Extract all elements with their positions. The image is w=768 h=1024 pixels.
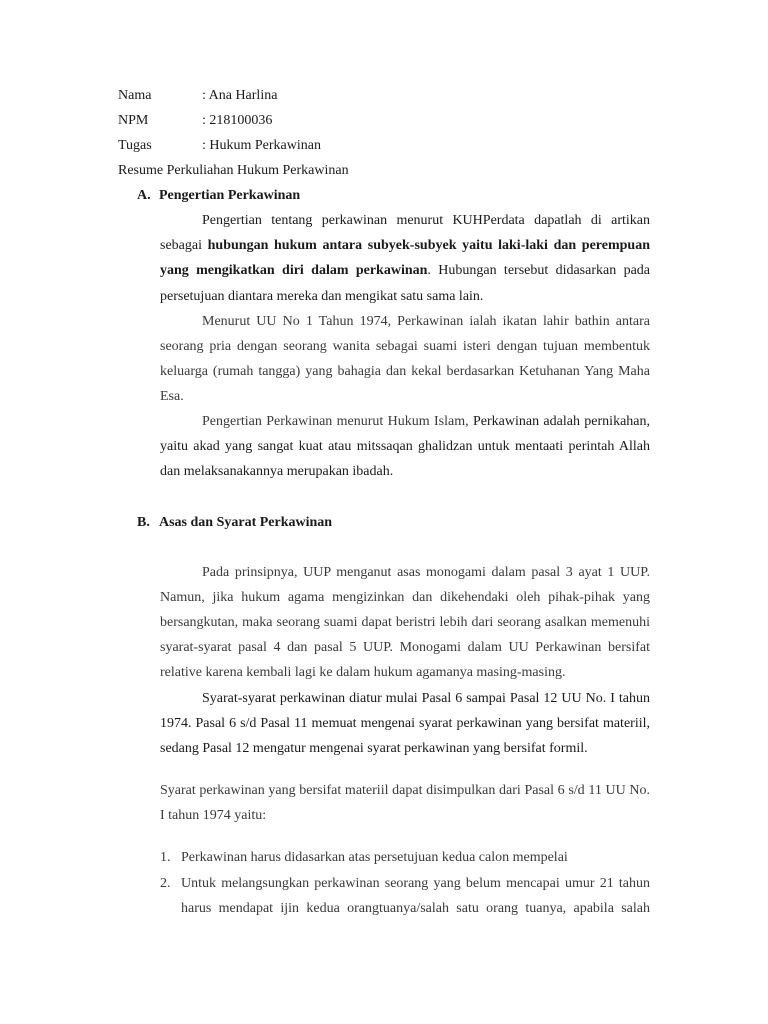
task-value: : Hukum Perkawinan xyxy=(202,138,321,153)
section-a-p1-line2 xyxy=(160,236,650,256)
list-item-2-number: 2. xyxy=(160,876,171,891)
section-b-p2-line3: sedang Pasal 12 mengatur mengenai syarat perkawinan yang bersifat formil. xyxy=(160,741,588,756)
list-item-1-text: Perkawinan harus didasarkan atas persetujuan kedua calon mempelai xyxy=(181,850,568,865)
section-a-p2-line4: Esa. xyxy=(160,389,184,404)
npm-value: : 218100036 xyxy=(202,113,273,128)
meta-task xyxy=(118,136,321,156)
section-a-p3-line3: dan melaksanakannya merupakan ibadah. xyxy=(160,464,394,479)
section-a-p2-line1: Menurut UU No 1 Tahun 1974, Perkawinan ialah ikatan lahir bathin antara xyxy=(202,314,650,329)
p1-bold-2: yang mengikatkan diri dalam perkawinan xyxy=(160,263,428,278)
section-b-p1-line3: bersangkutan, maka seorang suami dapat beristri lebih dari seorang asalkan memenuhi xyxy=(160,615,650,630)
list-item-2-line2: harus mendapat ijin kedua orangtuanya/salah satu orang tuanya, apabila salah xyxy=(181,901,650,916)
section-b-mark: B. xyxy=(137,515,150,530)
meta-name xyxy=(118,86,277,106)
section-b-heading xyxy=(137,513,332,533)
p1-suffix: . Hubungan tersebut didasarkan pada xyxy=(427,263,650,278)
section-a-p3-line1 xyxy=(202,412,650,432)
section-b-p3-line2: I tahun 1974 yaitu: xyxy=(160,808,267,823)
section-a-p1-line1: Pengertian tentang perkawinan menurut KUHPerdata dapatlah di artikan xyxy=(202,213,650,228)
p1-prefix: sebagai xyxy=(160,238,208,253)
section-b-p1-line5: relative karena kembali lagi ke dalam hukum agamanya masing-masing. xyxy=(160,665,566,680)
section-b-p3-line1: Syarat perkawinan yang bersifat materiil dapat disimpulkan dari Pasal 6 s/d 11 UU No. xyxy=(160,783,650,798)
p3-prefix: Pengertian Perkawinan menurut Hukum Islam, xyxy=(202,414,473,429)
section-b-title: Asas dan Syarat Perkawinan xyxy=(159,515,333,530)
list-item-2-line1: Untuk melangsungkan perkawinan seorang yang belum mencapai umur 21 tahun xyxy=(181,876,650,891)
list-item-1-number: 1. xyxy=(160,850,171,865)
name-value: : Ana Harlina xyxy=(202,88,278,103)
section-b-p1-line1: Pada prinsipnya, UUP menganut asas monogami dalam pasal 3 ayat 1 UUP. xyxy=(202,565,650,580)
name-label: Nama xyxy=(118,88,152,103)
section-b-p2-line2: 1974. Pasal 6 s/d Pasal 11 memuat mengenai syarat perkawinan yang bersifat materiil, xyxy=(160,716,650,731)
document-title: Resume Perkuliahan Hukum Perkawinan xyxy=(118,163,349,178)
section-a-p2-line2: seorang pria dengan seorang wanita sebagai suami isteri dengan tujuan membentuk xyxy=(160,339,650,354)
section-a-title: Pengertian Perkawinan xyxy=(159,188,301,203)
section-a-heading xyxy=(137,186,300,206)
p1-bold-1: hubungan hukum antara subyek-subyek yaitu laki-laki dan perempuan xyxy=(207,238,650,253)
section-a-p3-line2: yaitu akad yang sangat kuat atau mitssaqan ghalidzan untuk mentaati perintah Allah xyxy=(160,439,650,454)
section-a-p2-line3: keluarga (rumah tangga) yang bahagia dan kekal berdasarkan Ketuhanan Yang Maha xyxy=(160,364,650,379)
p3-rest: Perkawinan adalah pernikahan, xyxy=(472,414,650,429)
section-b-p1-line4: syarat-syarat pasal 4 dan pasal 5 UUP. Monogami dalam UU Perkawinan bersifat xyxy=(160,640,650,655)
meta-npm xyxy=(118,111,272,131)
section-a-mark: A. xyxy=(137,188,151,203)
section-b-p2-line1: Syarat-syarat perkawinan diatur mulai Pasal 6 sampai Pasal 12 UU No. I tahun xyxy=(202,691,650,706)
section-b-p1-line2: Namun, jika hukum agama mengizinkan dan dikehendaki oleh pihak-pihak yang xyxy=(160,590,650,605)
task-label: Tugas xyxy=(118,138,152,153)
section-a-p1-line3 xyxy=(160,261,650,281)
npm-label: NPM xyxy=(118,113,149,128)
section-a-p1-line4: persetujuan diantara mereka dan mengikat satu sama lain. xyxy=(160,289,484,304)
